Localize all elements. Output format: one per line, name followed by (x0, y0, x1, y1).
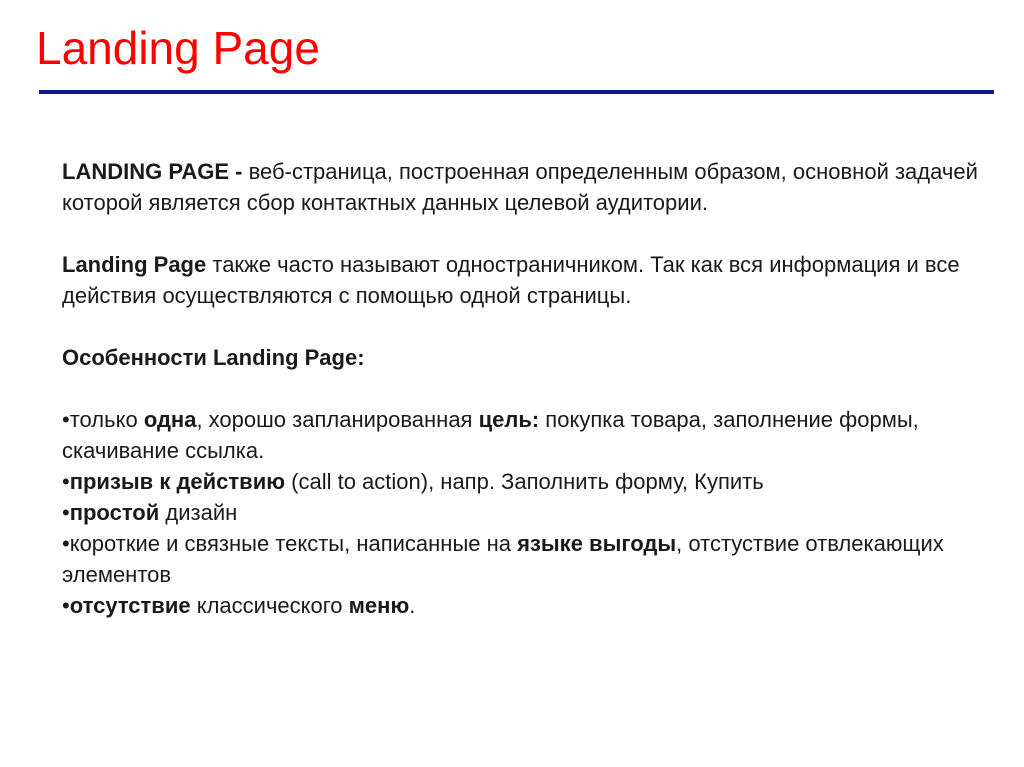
feature-text: дизайн (159, 500, 238, 525)
alias-text: также часто называют одностраничником. Так как вся информация и все действия осуществляются с помощью одной страницы. (62, 252, 960, 308)
feature-text: . (409, 593, 416, 618)
definition-term: LANDING PAGE - (62, 159, 243, 184)
feature-emphasis: цель: (478, 407, 540, 432)
feature-emphasis: отсутствие (69, 593, 191, 618)
alias-paragraph (62, 249, 982, 311)
paragraph-spacer (62, 311, 982, 342)
title-underline (39, 90, 994, 94)
feature-text: классического (190, 593, 349, 618)
feature-emphasis: меню (348, 593, 410, 618)
feature-list-item (62, 404, 982, 466)
definition-text: веб-страница, построенная определенным образом, основной задачей которой является сбор контактных данных целевой аудитории. (62, 159, 978, 215)
feature-list-item (62, 497, 982, 528)
slide-body (62, 156, 982, 621)
feature-text: • (62, 469, 70, 494)
feature-text: , отстуствие отвлекающих элементов (62, 531, 944, 587)
feature-emphasis: одна (143, 407, 197, 432)
paragraph-spacer (62, 373, 982, 404)
definition-paragraph (62, 156, 982, 218)
feature-text: •короткие и связные тексты, написанные на (62, 531, 518, 556)
feature-list-item (62, 466, 982, 497)
feature-text: покупка товара, заполнение формы, скачивание ссылка. (62, 407, 919, 463)
feature-text: •только (62, 407, 144, 432)
feature-emphasis: простой (69, 500, 160, 525)
feature-emphasis: призыв к действию (69, 469, 286, 494)
feature-list-item (62, 528, 982, 590)
paragraph-spacer (62, 218, 982, 249)
feature-text: • (62, 500, 70, 525)
slide-title: Landing Page (36, 22, 320, 74)
feature-text: • (62, 593, 70, 618)
features-heading-text: Особенности Landing Page: (62, 345, 365, 370)
features-heading (62, 342, 982, 373)
feature-text: (call to action), напр. Заполнить форму, Купить (285, 469, 764, 494)
feature-text: , хорошо запланированная (196, 407, 479, 432)
feature-list-item (62, 590, 982, 621)
alias-term: Landing Page (62, 252, 207, 277)
feature-emphasis: языке выгоды (517, 531, 677, 556)
feature-list (62, 404, 982, 621)
